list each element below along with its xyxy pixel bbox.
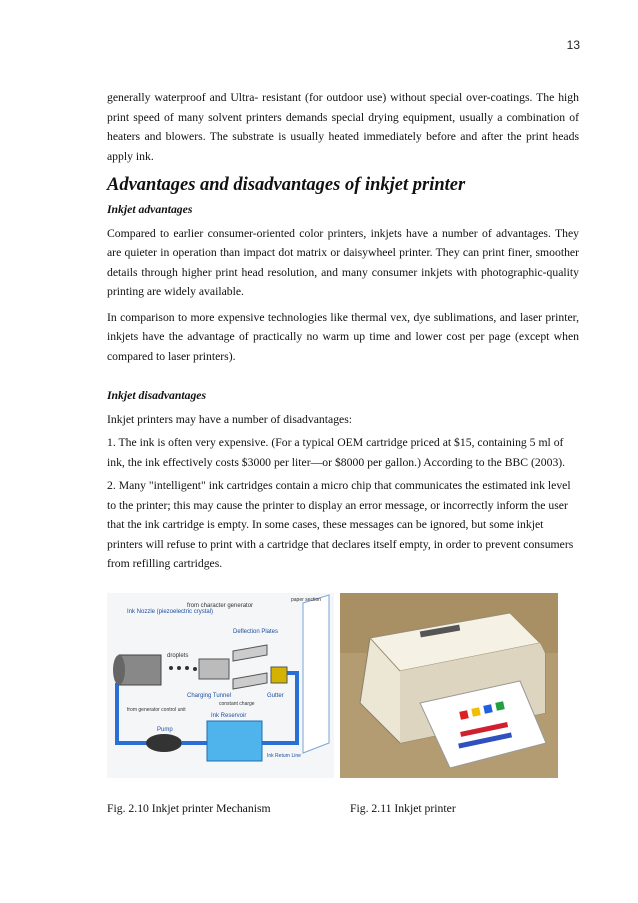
- paper-label: paper section: [291, 597, 322, 603]
- page-number: 13: [566, 38, 580, 52]
- gutter-label: Gutter: [267, 693, 284, 699]
- figure-caption-mechanism: Fig. 2.10 Inkjet printer Mechanism: [107, 802, 271, 815]
- pump-label: Pump: [157, 727, 173, 733]
- deflection-label: Deflection Plates: [233, 629, 279, 635]
- advantages-heading: Inkjet advantages: [107, 203, 193, 216]
- disadvantage-item-1: 1. The ink is often very expensive. (For a typical OEM cartridge priced at $15, containing 5 ml of ink, the ink effectively costs $3000 per liter—or $8000 per gallon.) According to the BBC (2003).: [107, 436, 566, 469]
- main-content: [107, 88, 579, 574]
- droplets-label: droplets: [167, 653, 189, 659]
- constant-label: constant charge: [219, 701, 255, 707]
- return-label: Ink Return Line: [267, 753, 301, 759]
- intro-paragraph: generally waterproof and Ultra- resistant (for outdoor use) without special over-coatings. The high print speed of many solvent printers demands special drying equipment, usually a combination of heaters and blowers. The substrate is usually heated immediately before and after the print heads apply ink.: [107, 91, 579, 163]
- char-gen-label: from character generator: [187, 603, 254, 609]
- disadvantages-intro: Inkjet printers may have a number of disadvantages:: [107, 412, 353, 426]
- inkjet-mechanism-diagram: [107, 593, 334, 778]
- figures-row: [107, 593, 582, 778]
- control-label: from generator control unit: [127, 707, 186, 713]
- inkjet-printer-photo: [340, 593, 558, 778]
- nozzle-label: Ink Nozzle (piezoelectric crystal): [127, 609, 214, 615]
- disadvantage-item-2: 2. Many "intelligent" ink cartridges contain a micro chip that communicates the estimated ink level to the printer; this may cause the printer to display an error message, or incorrectly inform the user that the ink cartridge is empty. In some cases, these messages can be ignored, but some inkjet printers will refuse to print with a cartridge that declares itself empty, in order to prevent consumers from refilling cartridges.: [107, 479, 574, 570]
- advantages-paragraph-1: Compared to earlier consumer-oriented color printers, inkjets have a number of advantages. They are quieter in operation than impact dot matrix or daisywheel printer. They can print finer, smoother details through higher print head resolution, and many consumer inkjets with photographic-quality printing are widely available.: [107, 226, 579, 298]
- figure-caption-printer: Fig. 2.11 Inkjet printer: [350, 802, 456, 815]
- advantages-paragraph-2: In comparison to more expensive technologies like thermal vex, dye sublimations, and laser printer, inkjets have the advantage of practically no warm up time and lower cost per page (except when compared to laser printers).: [107, 310, 579, 363]
- section-heading: Advantages and disadvantages of inkjet printer: [107, 175, 466, 195]
- disadvantages-heading: Inkjet disadvantages: [107, 389, 207, 402]
- reservoir-label: Ink Reservoir: [211, 713, 247, 719]
- charging-label: Charging Tunnel: [187, 693, 232, 699]
